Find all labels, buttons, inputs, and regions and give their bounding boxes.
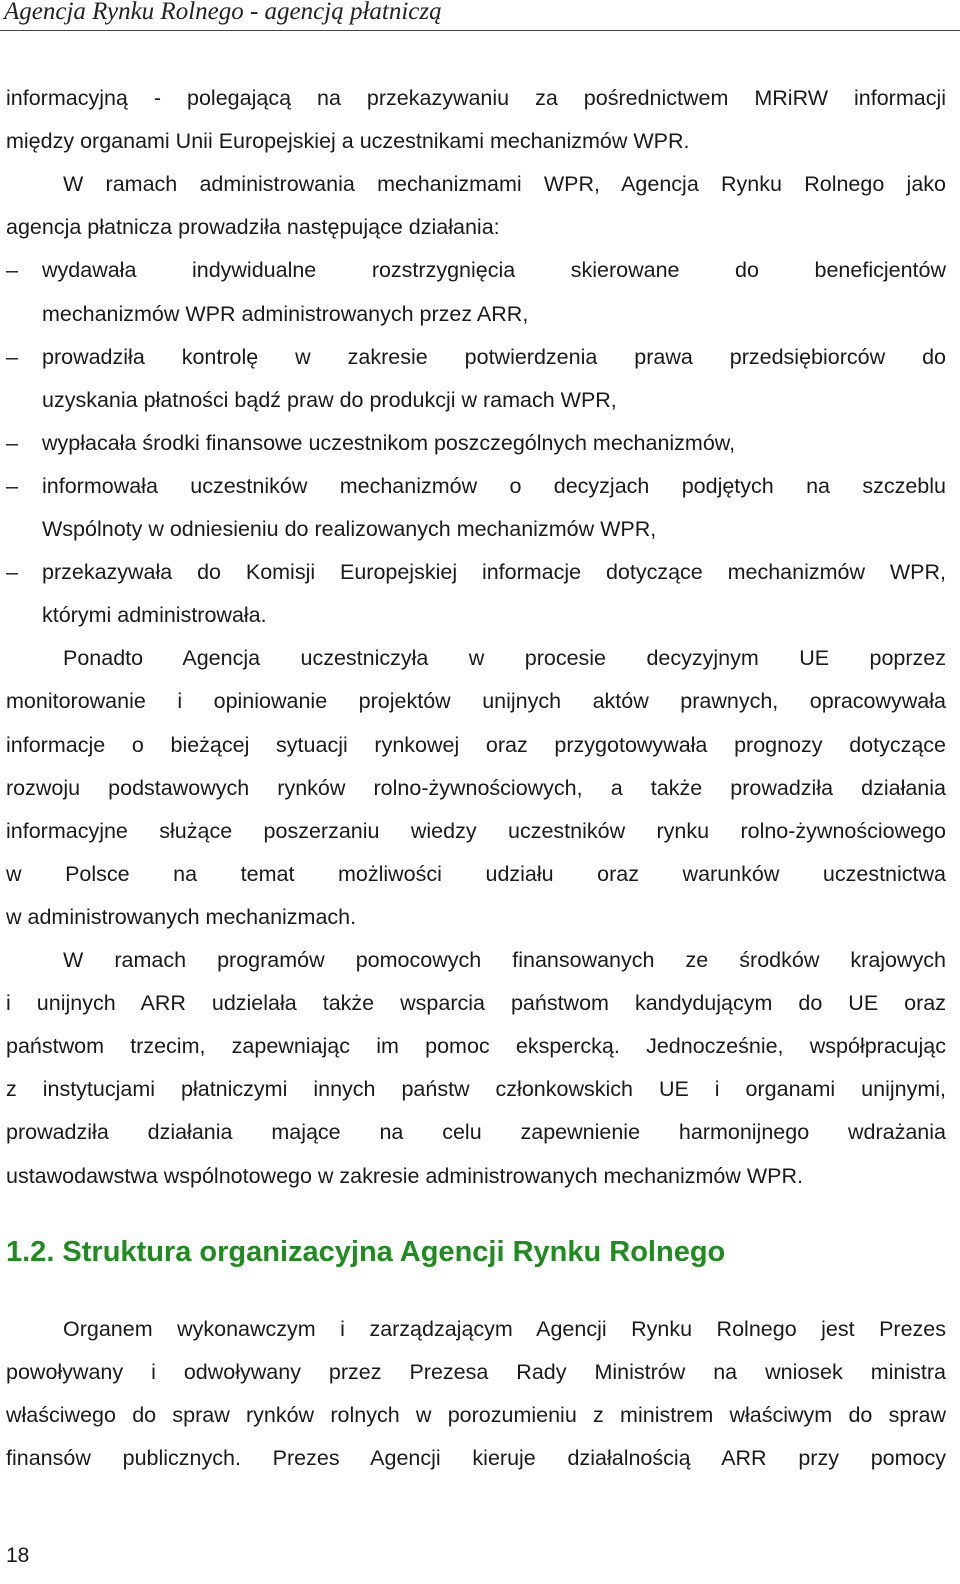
text-line: Ponadto Agencja uczestniczyła w procesie decyzyjnym UE poprzez — [63, 646, 946, 671]
bullet-line: informowała uczestników mechanizmów o decyzjach podjętych na szczeblu — [42, 473, 946, 498]
text-line: agencja płatnicza prowadziła następujące działania: — [6, 215, 500, 240]
text-line: między organami Unii Europejskiej a uczestnikami mechanizmów WPR. — [6, 129, 690, 154]
text-line: Wspólnoty w odniesieniu do realizowanych mechanizmów WPR, — [42, 517, 657, 541]
text-line: właściwego do spraw rynków rolnych w porozumieniu z ministrem właściwym do spraw — [6, 1403, 946, 1427]
bullet-line: wydawała indywidualne rozstrzygnięcia skierowane do beneficjentów — [42, 258, 946, 283]
bullet-line: wypłacała środki finansowe uczestnikom poszczególnych mechanizmów, — [42, 430, 736, 455]
text-line: i unijnych ARR udzielała także wsparcia państwom kandydującym do UE oraz — [6, 991, 946, 1016]
bullet-dash: – — [6, 560, 18, 585]
text-line: informacje o bieżącej sytuacji rynkowej oraz przygotowywała prognozy dotyczące — [6, 732, 946, 757]
text-line: ustawodawstwa wspólnotowego w zakresie administrowanych mechanizmów WPR. — [6, 1163, 804, 1188]
text-line: w administrowanych mechanizmach. — [6, 904, 357, 929]
text-line: rozwoju podstawowych rynków rolno-żywnościowych, a także prowadziła działania — [6, 775, 946, 800]
text-line: finansów publicznych. Prezes Agencji kieruje działalnością ARR przy pomocy — [6, 1446, 946, 1470]
section-heading: 1.2. Struktura organizacyjna Agencji Rynku Rolnego — [6, 1236, 726, 1268]
text-line: państwom trzecim, zapewniając im pomoc ekspercką. Jednocześnie, współpracując — [6, 1034, 946, 1059]
bullet-line: prowadziła kontrolę w zakresie potwierdzenia prawa przedsiębiorców do — [42, 344, 946, 369]
header-rule — [0, 30, 960, 31]
text-line: z instytucjami płatniczymi innych państw członkowskich UE i organami unijnymi, — [6, 1077, 946, 1102]
bullet-dash: – — [6, 344, 18, 369]
text-line: monitorowanie i opiniowanie projektów unijnych aktów prawnych, opracowywała — [6, 689, 946, 714]
running-header: Agencja Rynku Rolnego - agencją płatniczą — [4, 0, 442, 25]
text-line: w Polsce na temat możliwości udziału oraz warunków uczestnictwa — [6, 861, 946, 886]
text-line: mechanizmów WPR administrowanych przez ARR, — [42, 301, 529, 326]
text-line: informacyjne służące poszerzaniu wiedzy uczestników rynku rolno-żywnościowego — [6, 818, 946, 843]
bullet-dash: – — [6, 430, 18, 455]
bullet-line: przekazywała do Komisji Europejskiej informacje dotyczące mechanizmów WPR, — [42, 560, 946, 585]
text-line: informacyjną - polegającą na przekazywaniu za pośrednictwem MRiRW informacji — [6, 86, 946, 110]
bullet-dash: – — [6, 473, 18, 498]
page-number: 18 — [6, 1544, 30, 1567]
text-line: W ramach administrowania mechanizmami WPR, Agencja Rynku Rolnego jako — [63, 172, 946, 197]
text-line: W ramach programów pomocowych finansowanych ze środków krajowych — [63, 948, 946, 972]
text-line: uzyskania płatności bądź praw do produkcji w ramach WPR, — [42, 387, 617, 412]
text-line: którymi administrowała. — [42, 603, 267, 628]
bullet-dash: – — [6, 258, 18, 283]
text-line: prowadziła działania mające na celu zapewnienie harmonijnego wdrażania — [6, 1120, 946, 1145]
text-line: powoływany i odwoływany przez Prezesa Rady Ministrów na wniosek ministra — [6, 1360, 946, 1384]
text-line: Organem wykonawczym i zarządzającym Agencji Rynku Rolnego jest Prezes — [63, 1317, 946, 1341]
